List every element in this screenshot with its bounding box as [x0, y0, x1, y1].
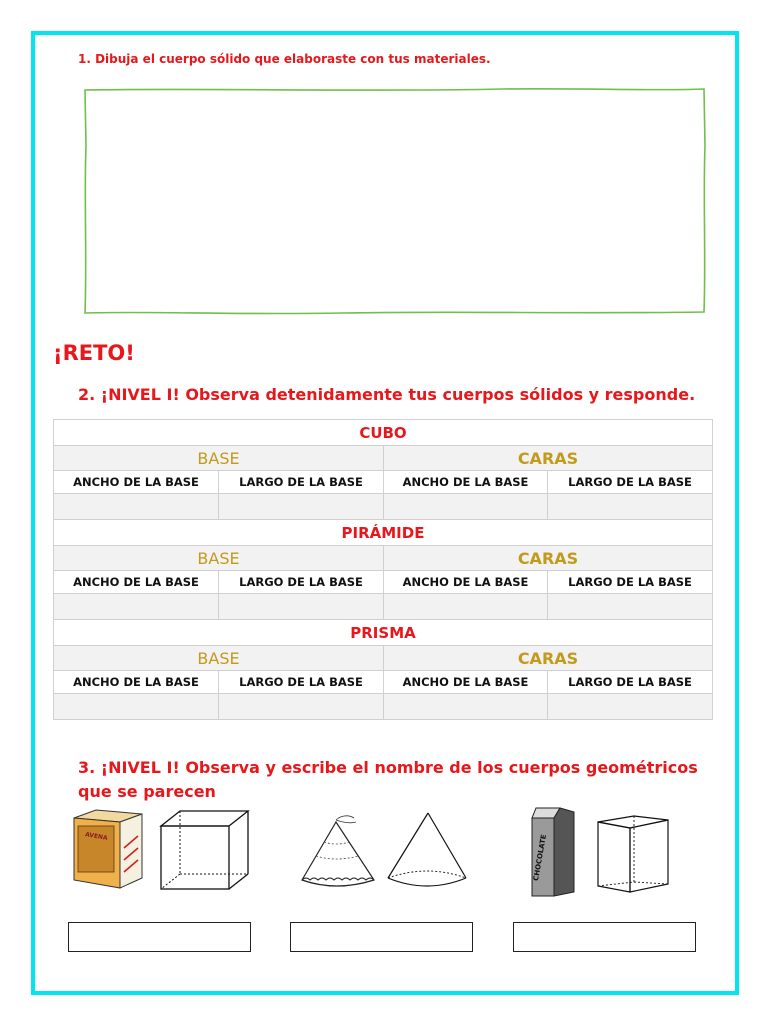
- column-header: LARGO DE LA BASE: [548, 571, 713, 594]
- chocolate-box-icon: [530, 806, 578, 898]
- question-1: 1. Dibuja el cuerpo sólido que elaboraste con tus materiales.: [78, 52, 491, 66]
- cone-wireframe-icon: [384, 810, 470, 892]
- answer-cell[interactable]: [548, 494, 713, 520]
- party-hat-icon: [296, 812, 380, 892]
- column-header: ANCHO DE LA BASE: [54, 671, 219, 694]
- answer-cell[interactable]: [54, 494, 219, 520]
- base-header: BASE: [54, 546, 384, 571]
- column-header: LARGO DE LA BASE: [548, 671, 713, 694]
- column-header: LARGO DE LA BASE: [219, 671, 384, 694]
- column-header: LARGO DE LA BASE: [219, 571, 384, 594]
- answer-cell[interactable]: [384, 694, 548, 720]
- column-header: ANCHO DE LA BASE: [54, 571, 219, 594]
- triangular-prism-wireframe-icon: [594, 812, 672, 894]
- column-header: ANCHO DE LA BASE: [384, 671, 548, 694]
- shape-header-piramide: PIRÁMIDE: [54, 520, 713, 546]
- question-3: 3. ¡NIVEL I! Observa y escribe el nombre de los cuerpos geométricos que se parecen: [78, 758, 698, 801]
- answer-cell[interactable]: [548, 694, 713, 720]
- shape-header-prisma: PRISMA: [54, 620, 713, 646]
- answer-cell[interactable]: [384, 594, 548, 620]
- column-header: ANCHO DE LA BASE: [384, 571, 548, 594]
- caras-header: CARAS: [384, 546, 713, 571]
- answer-cell[interactable]: [219, 594, 384, 620]
- answer-box-2[interactable]: [290, 922, 473, 952]
- cereal-box-label: AVENA: [84, 831, 109, 842]
- answer-box-3[interactable]: [513, 922, 696, 952]
- shape-header-cubo: CUBO: [54, 420, 713, 446]
- answer-cell[interactable]: [219, 494, 384, 520]
- caras-header: CARAS: [384, 446, 713, 471]
- question-2: 2. ¡NIVEL I! Observa detenidamente tus cuerpos sólidos y responde.: [78, 385, 696, 404]
- column-header: LARGO DE LA BASE: [219, 471, 384, 494]
- base-header: BASE: [54, 646, 384, 671]
- caras-header: CARAS: [384, 646, 713, 671]
- chocolate-box-label: CHOCOLATE: [532, 833, 549, 882]
- reto-title: ¡RETO!: [53, 341, 135, 365]
- answer-cell[interactable]: [384, 494, 548, 520]
- drawing-area[interactable]: [82, 86, 708, 316]
- column-header: ANCHO DE LA BASE: [384, 471, 548, 494]
- answer-box-1[interactable]: [68, 922, 251, 952]
- base-header: BASE: [54, 446, 384, 471]
- answer-cell[interactable]: [54, 594, 219, 620]
- cereal-box-icon: [68, 808, 148, 890]
- answer-cell[interactable]: [548, 594, 713, 620]
- column-header: ANCHO DE LA BASE: [54, 471, 219, 494]
- cube-wireframe-icon: [158, 808, 252, 892]
- answer-cell[interactable]: [54, 694, 219, 720]
- solids-table: [53, 419, 713, 720]
- answer-cell[interactable]: [219, 694, 384, 720]
- column-header: LARGO DE LA BASE: [548, 471, 713, 494]
